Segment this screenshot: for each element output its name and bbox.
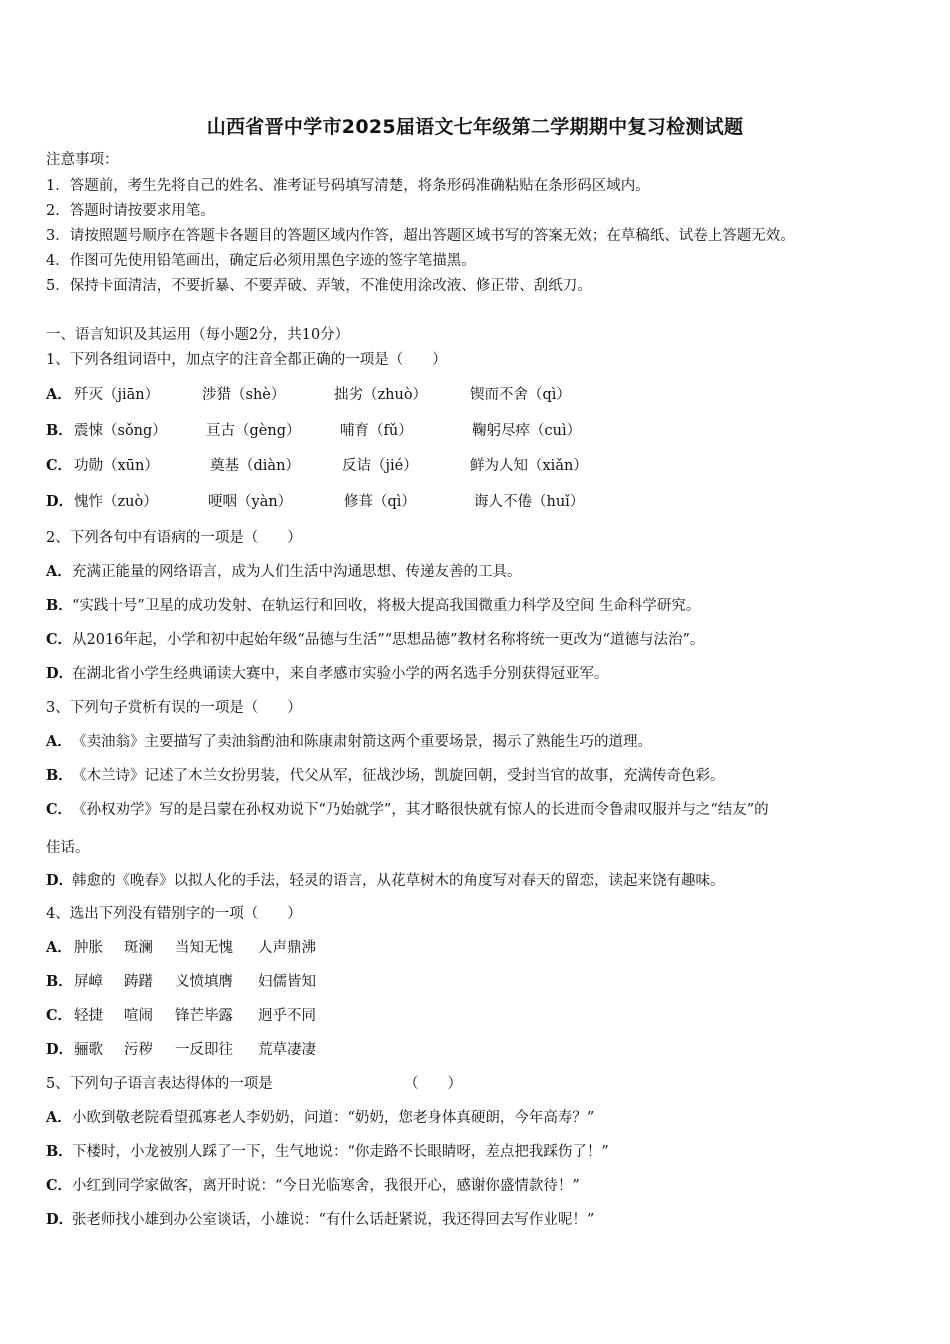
notice-item: 4．作图可先使用铅笔画出，确定后必须用黑色字迹的签字笔描黑。 [46,253,476,269]
option-word: 歼灭（jiān） [74,387,160,403]
option-letter: A． [46,563,72,580]
option-letter: A． [46,386,72,403]
option-letter: C． [46,1007,73,1024]
option-word: 屏嶂 [74,974,103,990]
option-letter: A． [46,733,72,750]
option-letter: D． [46,1211,74,1228]
option-letter: D． [46,872,74,889]
q3-option-b [46,766,725,786]
option-word: 鲜为人知（xiǎn） [470,458,588,474]
option-word: 愧怍（zuò） [74,494,158,510]
option-text: 小欧到敬老院看望孤寡老人李奶奶，问道：“奶奶，您老身体真硬朗，今年高寿？” [72,1110,595,1126]
question-2-stem: 2、下列各句中有语病的一项是（ ） [46,530,302,546]
page-title: 山西省晋中学市2025届语文七年级第二学期期中复习检测试题 [206,116,744,138]
option-letter: A． [46,939,72,956]
notice-heading: 注意事项： [46,152,119,168]
option-word: 污秽 [124,1042,153,1058]
option-word: 妇儒皆知 [258,974,316,990]
option-word: 亘古（gèng） [206,423,301,439]
q5-option-a [46,1108,594,1128]
option-letter: B． [46,422,73,439]
option-word: 拙劣（zhuò） [334,387,428,403]
answer-paren: （ ） [404,1076,462,1092]
q3-option-a [46,732,652,752]
option-letter: C． [46,457,73,474]
option-letter: B． [46,597,73,614]
option-letter: D． [46,665,74,682]
option-word: 反诘（jié） [342,458,418,474]
option-letter: C． [46,631,73,648]
option-text: 韩愈的《晚春》以拟人化的手法，轻灵的语言，从花草树木的角度写对春天的留恋，读起来饶有趣味。 [72,873,725,889]
option-word: 踌躇 [124,974,153,990]
notice-item: 2．答题时请按要求用笔。 [46,203,215,219]
option-word: 锲而不舍（qì） [470,387,571,403]
option-word: 震悚（sǒng） [74,423,167,439]
notice-item: 1．答题前，考生先将自己的姓名、准考证号码填写清楚，将条形码准确粘贴在条形码区域内。 [46,178,650,194]
option-text: 小红到同学家做客，离开时说：“今日光临寒舍，我很开心，感谢你盛情款待！” [72,1178,580,1194]
option-word: 诲人不倦（huǐ） [474,494,585,510]
option-word: 义愤填膺 [175,974,233,990]
option-word: 迥乎不同 [258,1008,316,1024]
question-5-text: 5、下列句子语言表达得体的一项是 [46,1076,273,1092]
section-heading: 一、语言知识及其运用（每小题2分，共10分） [46,327,350,343]
option-letter: D． [46,493,74,510]
option-letter: C． [46,801,73,818]
option-text: 《孙权劝学》写的是吕蒙在孙权劝说下“乃始就学”，其才略很快就有惊人的长进而令鲁肃叹服并与之“结友”的 [72,802,769,818]
question-3-stem: 3、下列句子赏析有误的一项是（ ） [46,700,302,716]
option-text: 充满正能量的网络语言，成为人们生活中沟通思想、传递友善的工具。 [72,564,522,580]
option-text: 下楼时，小龙被别人踩了一下，生气地说：“你走路不长眼睛呀，差点把我踩伤了！” [72,1144,609,1160]
q5-option-d [46,1210,594,1230]
option-word: 轻捷 [74,1008,103,1024]
option-word: 涉猎（shè） [202,387,286,403]
option-word: 修葺（qì） [344,494,416,510]
q3-option-d [46,871,725,891]
question-4-stem: 4、选出下列没有错别字的一项（ ） [46,906,302,922]
option-letter: B． [46,1143,73,1160]
q3-option-c-continued: 佳话。 [46,840,90,856]
option-word: 骊歌 [74,1042,103,1058]
notice-item: 5．保持卡面清洁，不要折暴、不要弄破、弄皱，不准使用涂改液、修正带、刮纸刀。 [46,278,592,294]
q2-option-c [46,630,704,650]
q2-option-b [46,596,700,616]
option-text: 从2016年起，小学和初中起始年级“品德与生活”“思想品德”教材名称将统一更改为“道德与法治”。 [72,632,705,648]
option-word: 荒草凄凄 [258,1042,316,1058]
q5-option-c [46,1176,580,1196]
option-word: 哽咽（yàn） [208,494,293,510]
option-letter: B． [46,767,73,784]
option-letter: D． [46,1041,74,1058]
option-letter: A． [46,1109,72,1126]
option-letter: B． [46,973,73,990]
option-text: 《卖油翁》主要描写了卖油翁酌油和陈康肃射箭这两个重要场景，揭示了熟能生巧的道理。 [72,734,652,750]
notice-item: 3．请按照题号顺序在答题卡各题目的答题区域内作答，超出答题区域书写的答案无效；在草稿纸、试卷上答题无效。 [46,228,795,244]
option-word: 喧闹 [124,1008,153,1024]
option-letter: C． [46,1177,73,1194]
option-text: 张老师找小雄到办公室谈话，小雄说：“有什么话赶紧说，我还得回去写作业呢！” [72,1212,595,1228]
q5-option-b [46,1142,609,1162]
option-word: 人声鼎沸 [258,940,316,956]
q2-option-d [46,664,609,684]
option-word: 功勋（xūn） [74,458,159,474]
option-word: 当知无愧 [175,940,233,956]
option-text: “实践十号”卫星的成功发射、在轨运行和回收，将极大提高我国微重力科学及空间 生命科学研究。 [72,598,701,614]
option-word: 哺育（fǔ） [340,423,413,439]
q3-option-c [46,800,769,820]
option-word: 一反即往 [175,1042,233,1058]
option-word: 鞠躬尽瘁（cuì） [472,423,582,439]
option-word: 肿胀 [74,940,103,956]
option-word: 锋芒毕露 [175,1008,233,1024]
question-1-stem: 1、下列各组词语中，加点字的注音全都正确的一项是（ ） [46,352,447,368]
question-5-stem [46,1074,462,1094]
option-word: 斑澜 [124,940,153,956]
option-text: 在湖北省小学生经典诵读大赛中，来自孝感市实验小学的两名选手分别获得冠亚军。 [72,666,609,682]
q2-option-a [46,562,522,582]
option-text: 《木兰诗》记述了木兰女扮男装，代父从军，征战沙场，凯旋回朝，受封当官的故事，充满传奇色彩。 [72,768,725,784]
option-word: 奠基（diàn） [210,458,300,474]
